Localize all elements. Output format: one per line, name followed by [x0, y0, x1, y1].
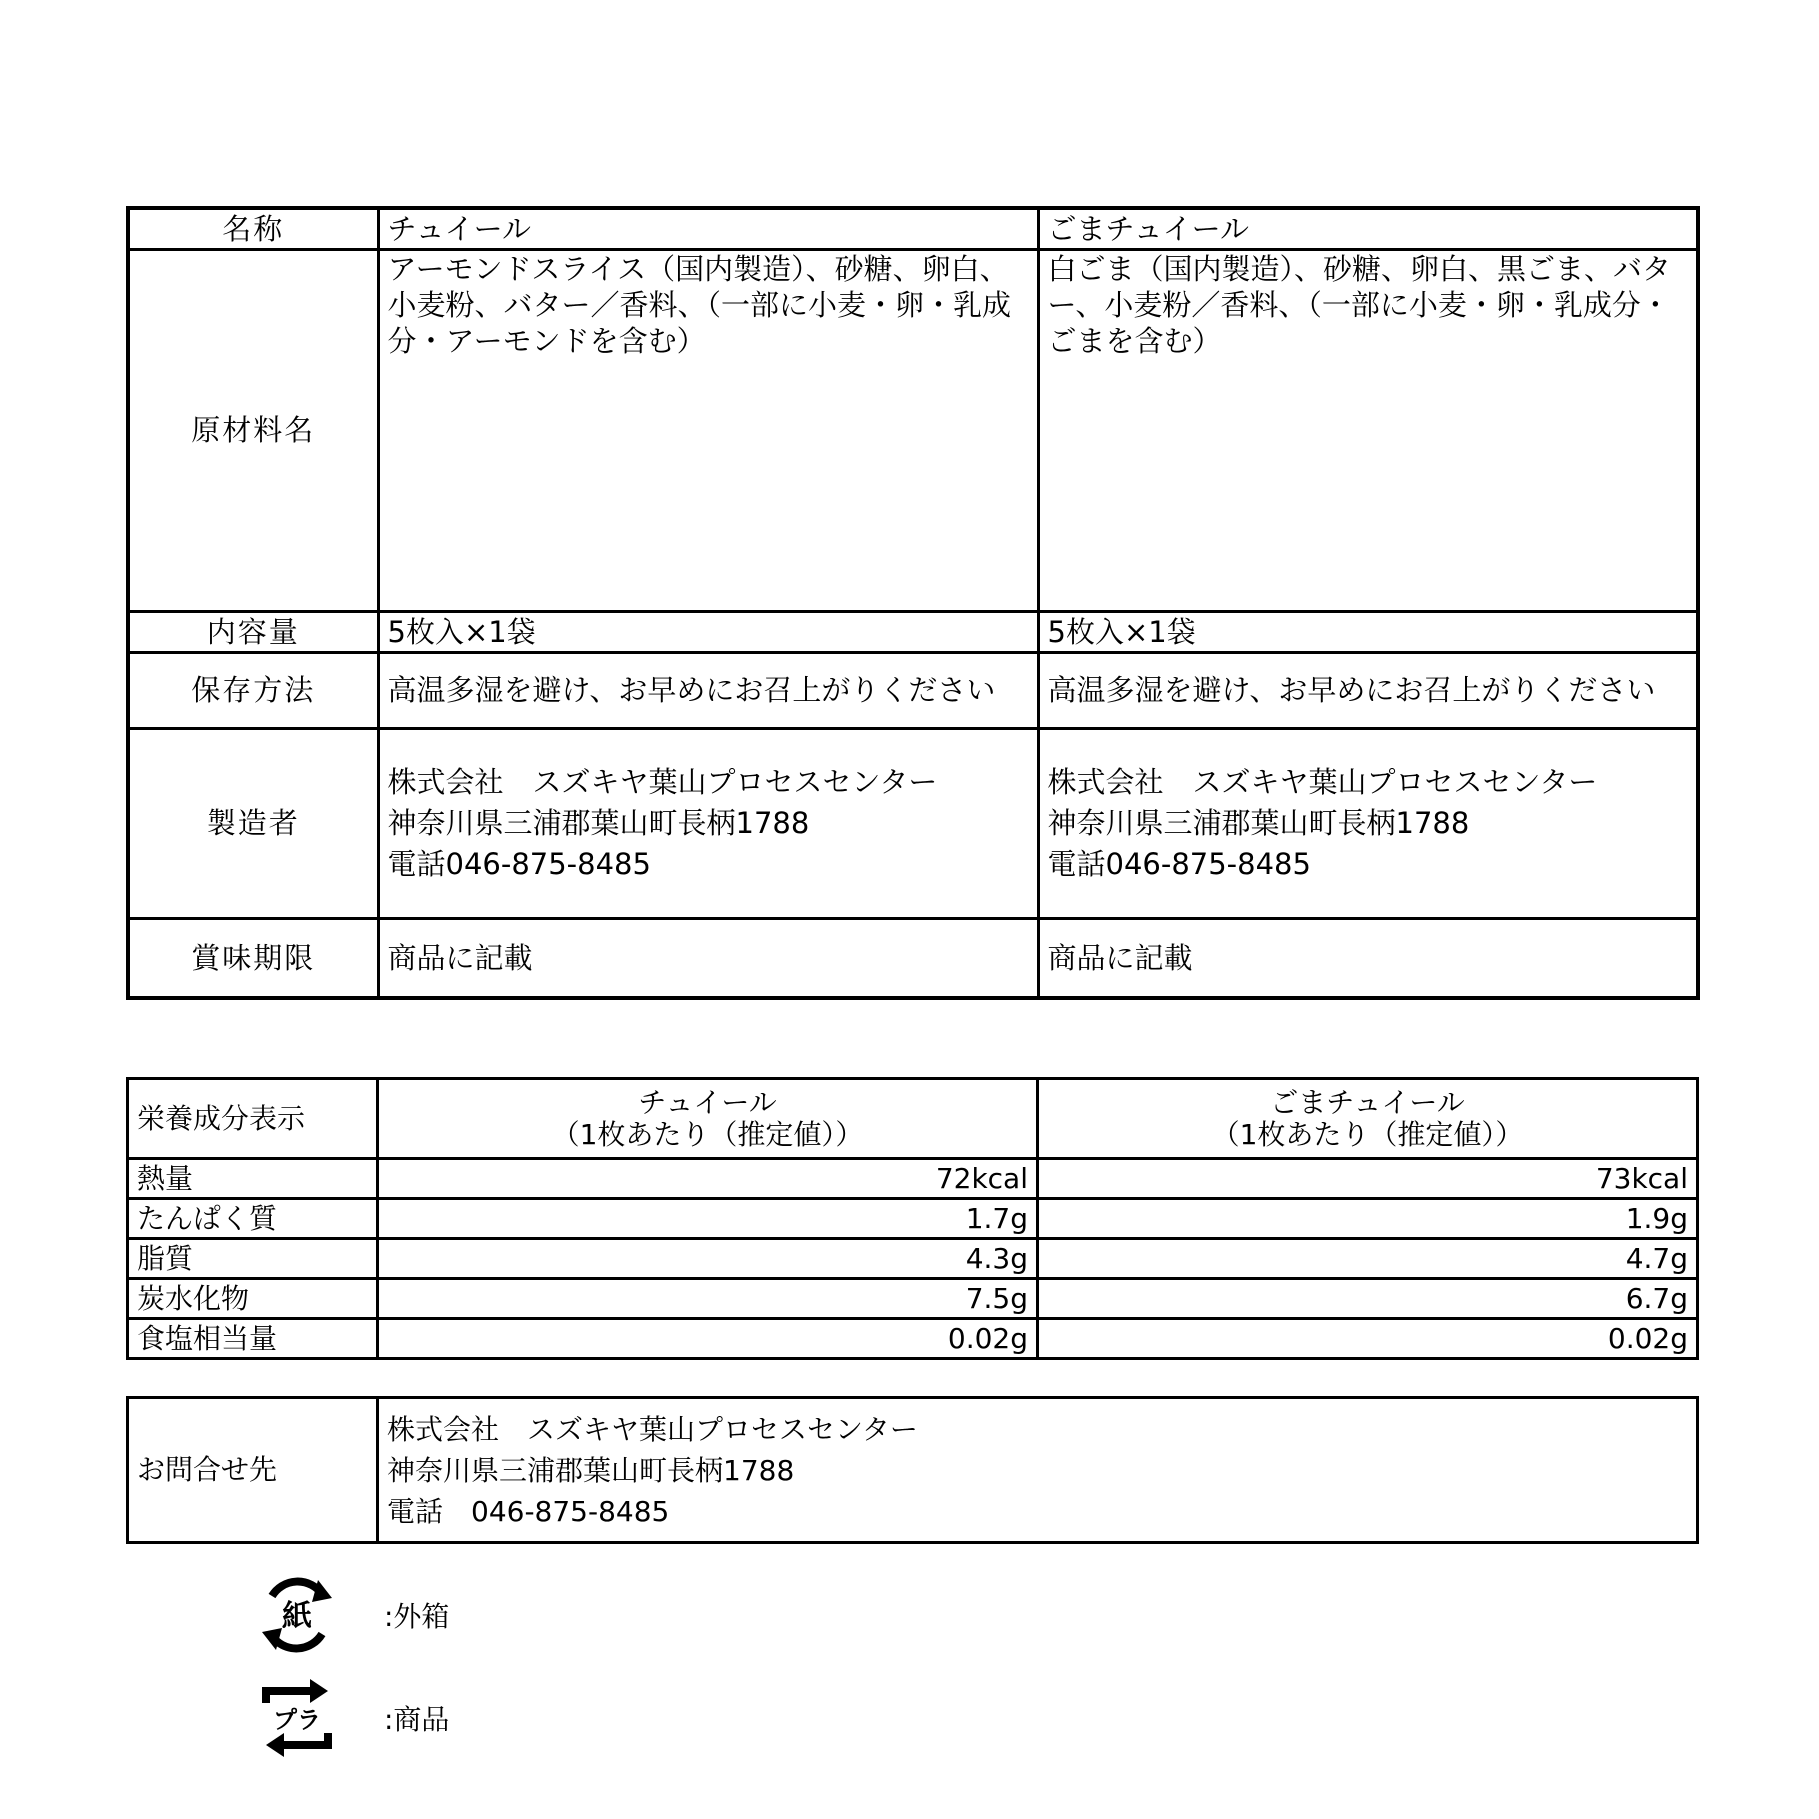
nutrition-row-carbs — [128, 1279, 1698, 1319]
product-2-ingredients: 白ごま（国内製造）、砂糖、卵白、黒ごま、バター、小麦粉／香料、（一部に小麦・卵・乳成分・ごまを含む） — [1038, 249, 1698, 611]
nutrition-value: 4.7g — [1038, 1239, 1698, 1279]
product-2-best-before: 商品に記載 — [1038, 918, 1698, 998]
nutrition-value: 0.02g — [1038, 1319, 1698, 1359]
spec-row-manufacturer — [128, 728, 1698, 918]
nutrition-col-1 — [378, 1079, 1038, 1159]
recycle-plastic — [252, 1673, 450, 1763]
spec-row-ingredients — [128, 249, 1698, 611]
product-1-ingredients: アーモンドスライス（国内製造）、砂糖、卵白、小麦粉、バター／香料、（一部に小麦・卵・乳成分・アーモンドを含む） — [378, 249, 1038, 611]
nutrition-label: たんぱく質 — [128, 1199, 378, 1239]
plastic-recycle-icon — [252, 1673, 342, 1763]
paper-recycle-icon — [252, 1570, 342, 1660]
product-2-contents: 5枚入×1袋 — [1038, 611, 1698, 652]
product-1-storage: 高温多湿を避け、お早めにお召上がりください — [378, 652, 1038, 728]
paper-recycle-label: :外箱 — [384, 1600, 450, 1633]
product-1-contents: 5枚入×1袋 — [378, 611, 1038, 652]
nutrition-value: 4.3g — [378, 1239, 1038, 1279]
nutrition-value: 0.02g — [378, 1319, 1038, 1359]
product-spec-table — [126, 206, 1700, 1000]
nutrition-header-row — [128, 1079, 1698, 1159]
product-2-storage: 高温多湿を避け、お早めにお召上がりください — [1038, 652, 1698, 728]
nutrition-col-1-name: チュイール — [638, 1085, 777, 1119]
label-storage: 保存方法 — [128, 652, 378, 728]
spec-row-storage — [128, 652, 1698, 728]
nutrition-table — [126, 1077, 1699, 1360]
nutrition-col-2-name: ごまチュイール — [1270, 1085, 1465, 1119]
label-manufacturer: 製造者 — [128, 728, 378, 918]
nutrition-value: 73kcal — [1038, 1159, 1698, 1199]
nutrition-label: 食塩相当量 — [128, 1319, 378, 1359]
recycle-paper — [252, 1570, 450, 1660]
nutrition-col-2-basis: （1枚あたり（推定値）） — [1211, 1117, 1524, 1151]
nutrition-label: 脂質 — [128, 1239, 378, 1279]
contact-table — [126, 1396, 1699, 1544]
label-best-before: 賞味期限 — [128, 918, 378, 998]
nutrition-value: 1.7g — [378, 1199, 1038, 1239]
spec-row-best-before — [128, 918, 1698, 998]
paper-recycle-symbol: 紙 — [282, 1599, 312, 1634]
nutrition-row-energy — [128, 1159, 1698, 1199]
product-2-name: ごまチュイール — [1038, 208, 1698, 249]
spec-row-contents — [128, 611, 1698, 652]
product-1-best-before: 商品に記載 — [378, 918, 1038, 998]
nutrition-value: 1.9g — [1038, 1199, 1698, 1239]
contact-label: お問合せ先 — [128, 1398, 378, 1543]
label-name: 名称 — [128, 208, 378, 249]
label-ingredients: 原材料名 — [128, 249, 378, 611]
nutrition-value: 6.7g — [1038, 1279, 1698, 1319]
nutrition-row-fat — [128, 1239, 1698, 1279]
nutrition-title: 栄養成分表示 — [128, 1079, 378, 1159]
nutrition-row-protein — [128, 1199, 1698, 1239]
spec-row-name — [128, 208, 1698, 249]
nutrition-value: 72kcal — [378, 1159, 1038, 1199]
product-1-name: チュイール — [378, 208, 1038, 249]
nutrition-label: 炭水化物 — [128, 1279, 378, 1319]
nutrition-col-2 — [1038, 1079, 1698, 1159]
plastic-recycle-label: :商品 — [384, 1703, 450, 1736]
product-1-manufacturer: 株式会社 スズキヤ葉山プロセスセンター 神奈川県三浦郡葉山町長柄1788 電話046-875-8485 — [378, 728, 1038, 918]
plastic-recycle-symbol: プラ — [273, 1706, 321, 1734]
contact-details: 株式会社 スズキヤ葉山プロセスセンター 神奈川県三浦郡葉山町長柄1788 電話 046-875-8485 — [378, 1398, 1698, 1543]
nutrition-label: 熱量 — [128, 1159, 378, 1199]
nutrition-value: 7.5g — [378, 1279, 1038, 1319]
product-2-manufacturer: 株式会社 スズキヤ葉山プロセスセンター 神奈川県三浦郡葉山町長柄1788 電話046-875-8485 — [1038, 728, 1698, 918]
label-contents: 内容量 — [128, 611, 378, 652]
nutrition-row-salt — [128, 1319, 1698, 1359]
contact-row — [128, 1398, 1698, 1543]
nutrition-col-1-basis: （1枚あたり（推定値）） — [551, 1117, 864, 1151]
